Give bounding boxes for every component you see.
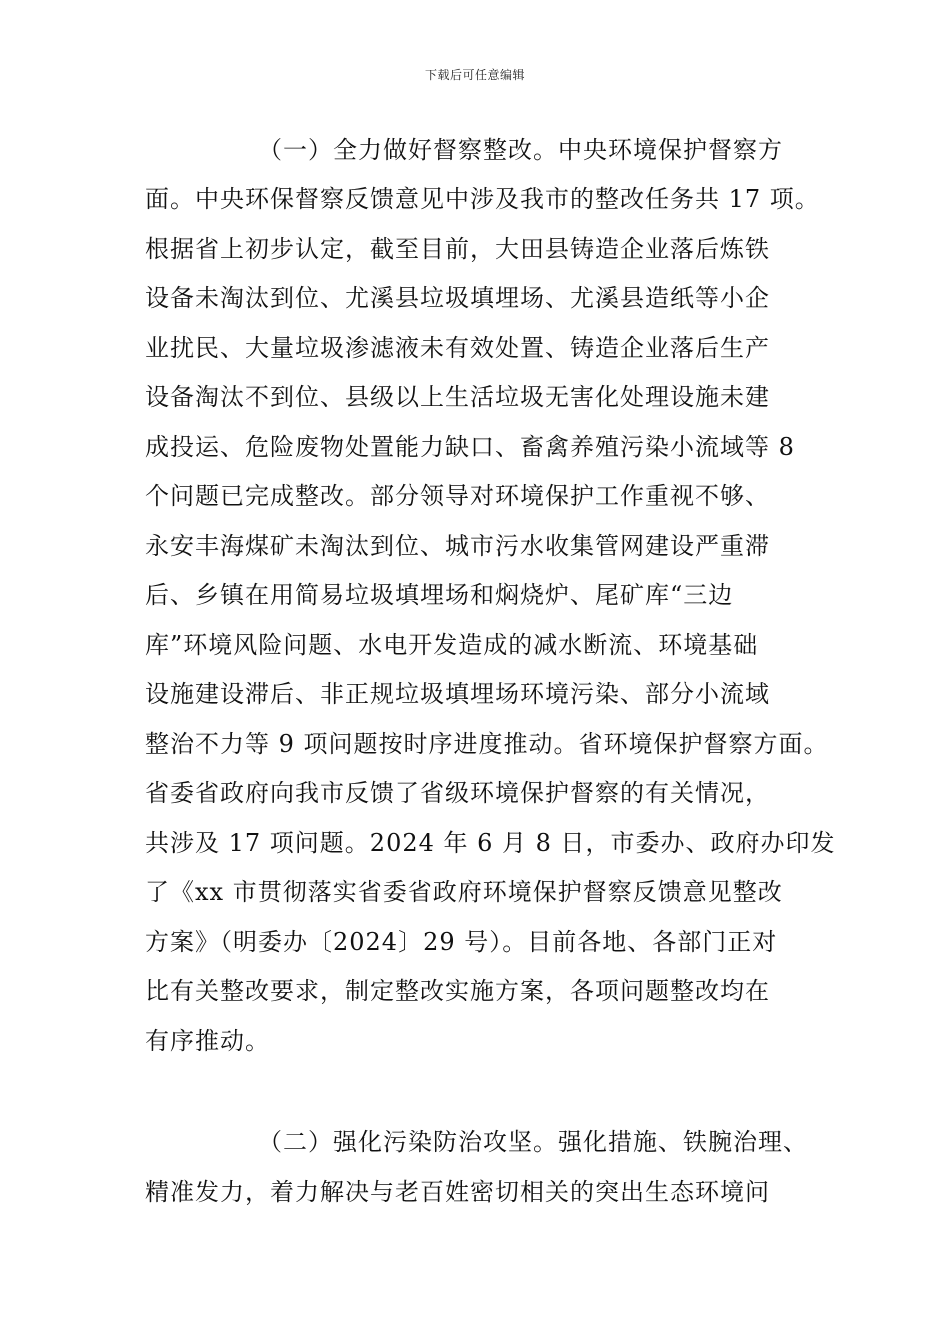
paragraph-line: 省委省政府向我市反馈了省级环境保护督察的有关情况，	[145, 779, 770, 807]
paragraph-line: 共涉及 17 项问题。2024 年 6 月 8 日，市委办、政府办印发	[145, 829, 836, 857]
paragraph-line: （二）强化污染防治攻坚。强化措施、铁腕治理、	[258, 1128, 808, 1156]
paragraph-line: 个问题已完成整改。部分领导对环境保护工作重视不够、	[145, 482, 770, 510]
paragraph-line: 设施建设滞后、非正规垃圾填埋场环境污染、部分小流域	[145, 680, 770, 708]
paragraph-line: 方案》（明委办〔2024〕29 号）。目前各地、各部门正对	[145, 928, 778, 956]
paragraph-line: 库”环境风险问题、水电开发造成的减水断流、环境基础	[145, 631, 759, 659]
paragraph-line: 比有关整改要求，制定整改实施方案，各项问题整改均在	[145, 977, 770, 1005]
paragraph-line: 永安丰海煤矿未淘汰到位、城市污水收集管网建设严重滞	[145, 532, 770, 560]
paragraph-line: 面。中央环保督察反馈意见中涉及我市的整改任务共 17 项。	[145, 185, 820, 213]
paragraph-line: 成投运、危险废物处置能力缺口、畜禽养殖污染小流域等 8	[145, 433, 795, 461]
paragraph-line: 根据省上初步认定，截至目前，大田县铸造企业落后炼铁	[145, 235, 770, 263]
paragraph-line: 有序推动。	[145, 1027, 270, 1055]
paragraph-line: 设备淘汰不到位、县级以上生活垃圾无害化处理设施未建	[145, 383, 770, 411]
paragraph-line: 整治不力等 9 项问题按时序进度推动。省环境保护督察方面。	[145, 730, 829, 758]
paragraph-line: 后、乡镇在用简易垃圾填埋场和焖烧炉、尾矿库“三边	[145, 581, 734, 609]
paragraph-line: 精准发力，着力解决与老百姓密切相关的突出生态环境问	[145, 1178, 770, 1206]
paragraph-line: 业扰民、大量垃圾渗滤液未有效处置、铸造企业落后生产	[145, 334, 770, 362]
paragraph-line: 设备未淘汰到位、尤溪县垃圾填埋场、尤溪县造纸等小企	[145, 284, 770, 312]
paragraph-line: 了《xx 市贯彻落实省委省政府环境保护督察反馈意见整改	[145, 878, 783, 906]
header-note: 下载后可任意编辑	[424, 68, 525, 82]
paragraph-line: （一）全力做好督察整改。中央环境保护督察方	[258, 136, 783, 164]
